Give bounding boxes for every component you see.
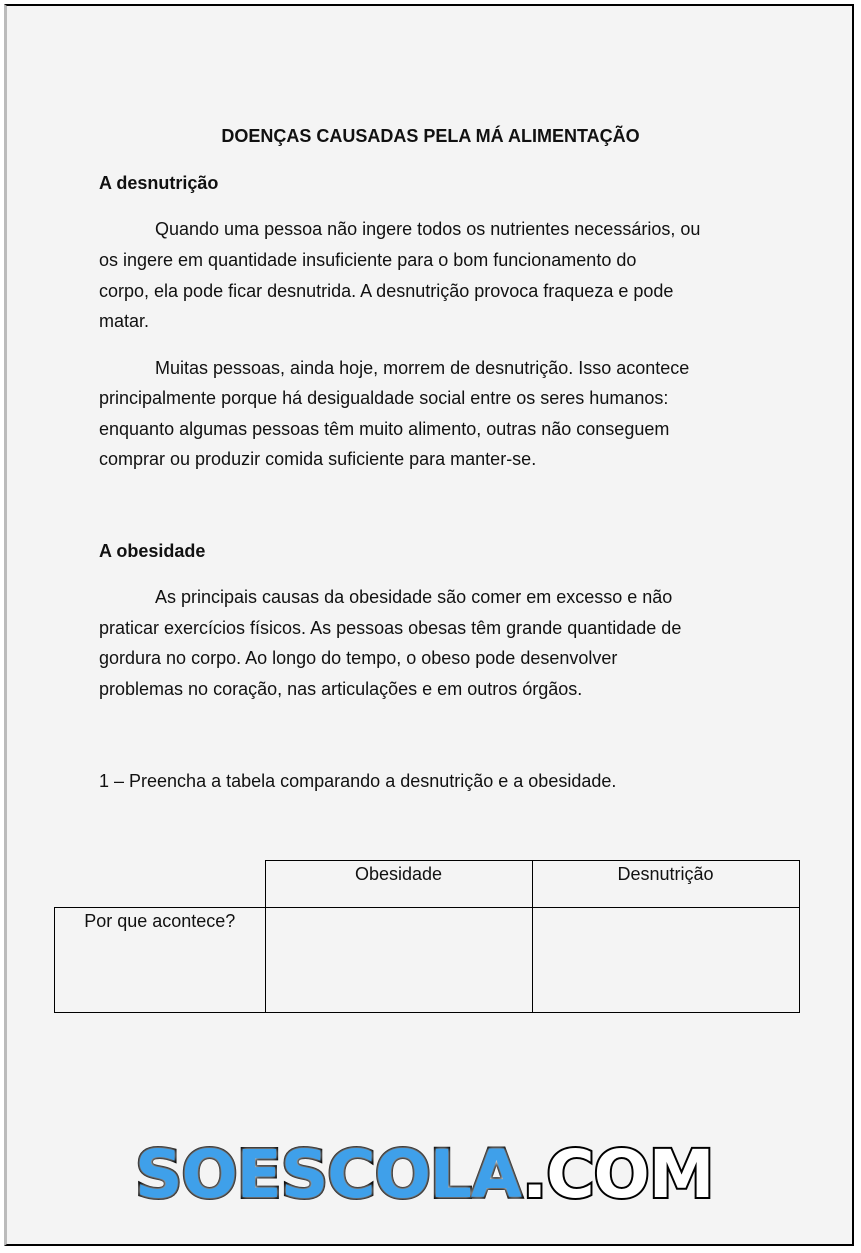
answer-cell-desnutricao[interactable]: [532, 908, 799, 1013]
paragraph-line: os ingere em quantidade insuficiente para o bom funcionamento do: [99, 250, 637, 270]
question-text: 1 – Preencha a tabela comparando a desnutrição e a obesidade.: [99, 771, 617, 791]
paragraph-line: praticar exercícios físicos. As pessoas obesas têm grande quantidade de: [99, 618, 682, 638]
comparison-table: [54, 860, 800, 1013]
page-title: DOENÇAS CAUSADAS PELA MÁ ALIMENTAÇÃO: [221, 126, 640, 146]
paragraph-line: comprar ou produzir comida suficiente para manter-se.: [99, 449, 537, 469]
heading-obesidade: A obesidade: [99, 541, 206, 561]
paragraph-line: gordura no corpo. Ao longo do tempo, o obeso pode desenvolver: [99, 648, 618, 668]
answer-cell-obesidade[interactable]: [265, 908, 532, 1013]
paragraph-line: matar.: [99, 311, 150, 331]
heading-desnutricao: A desnutrição: [99, 173, 219, 193]
table-corner-cell: [55, 861, 266, 908]
paragraph-line: corpo, ela pode ficar desnutrida. A desnutrição provoca fraqueza e pode: [99, 281, 674, 301]
soescola-logo: [135, 1136, 714, 1213]
paragraph-line: Muitas pessoas, ainda hoje, morrem de desnutrição. Isso acontece: [155, 358, 690, 378]
logo-part1: SOESCOLA: [135, 1136, 523, 1213]
paragraph-line: principalmente porque há desigualdade social entre os seres humanos:: [99, 388, 669, 408]
header-desnutricao: Desnutrição: [532, 861, 799, 908]
paragraph-line: Quando uma pessoa não ingere todos os nutrientes necessários, ou: [155, 219, 701, 239]
logo-part2: .COM: [522, 1136, 714, 1213]
paragraph-line: problemas no coração, nas articulações e em outros órgãos.: [99, 679, 583, 699]
paragraph-line: enquanto algumas pessoas têm muito alimento, outras não conseguem: [99, 419, 670, 439]
header-obesidade: Obesidade: [265, 861, 532, 908]
paragraph-line: As principais causas da obesidade são comer em excesso e não: [155, 587, 673, 607]
row-label: Por que acontece?: [55, 908, 266, 1013]
